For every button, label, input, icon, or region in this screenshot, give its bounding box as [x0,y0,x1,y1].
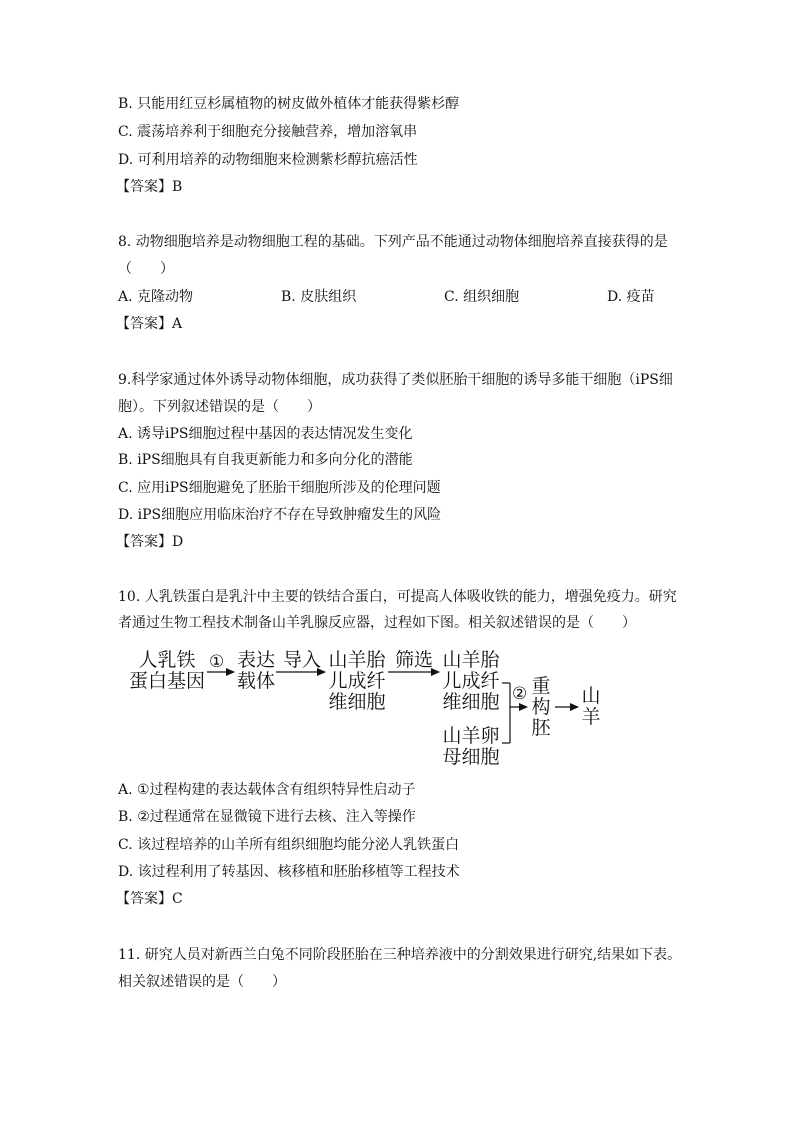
q8-option-d: D. 疫苗 [607,289,655,305]
q9-answer: 【答案】D [116,534,184,550]
node-vector-line2: 载体 [236,670,275,692]
q9-option-c: C. 应用iPS细胞避免了胚胎干细胞所涉及的伦理问题 [118,480,441,496]
node-selected-fibroblast-line2: 儿成纤 [442,670,500,692]
q7-answer: 【答案】B [116,179,183,195]
q10-stem-line1: 10. 人乳铁蛋白是乳汁中主要的铁结合蛋白，可提高人体吸收铁的能力，增强免疫力。研究 [118,589,677,605]
node-vector-line1: 表达 [236,649,275,671]
node-embryo-line1: 重 [531,675,551,697]
q7-option-b: B. 只能用红豆杉属植物的树皮做外植体才能获得紫杉醇 [118,96,460,112]
q8-option-a: A. 克隆动物 [118,289,194,305]
node-fibroblast-line2: 儿成纤 [328,670,386,692]
q9-stem-line1: 9.科学家通过体外诱导动物体细胞，成功获得了类似胚胎干细胞的诱导多能干细胞（iPS细 [118,372,673,388]
q9-option-d: D. iPS细胞应用临床治疗不存在导致肿瘤发生的风险 [118,507,442,523]
q9-option-a: A. 诱导iPS细胞过程中基因的表达情况发生变化 [118,426,413,442]
node-selected-fibroblast [441,650,501,713]
node-reconstructed-embryo [529,676,553,739]
node-selected-fibroblast-line1: 山羊胎 [442,649,500,671]
node-embryo-line3: 胚 [531,717,551,739]
node-fibroblast [327,650,387,713]
node-oocyte-line2: 母细胞 [442,746,500,768]
q8-stem: 8. 动物细胞培养是动物细胞工程的基础。下列产品不能通过动物体细胞培养直接获得的是 [118,234,668,250]
node-goat-line1: 山 [581,685,601,707]
q11-stem-line2: 相关叙述错误的是（ ） [118,974,286,990]
screen-label: 筛选 [395,649,434,671]
q10-answer: 【答案】C [116,891,183,907]
node-gene [128,650,206,692]
node-oocyte [441,726,501,768]
import-label: 导入 [283,649,322,671]
q10-option-b: B. ②过程通常在显微镜下进行去核、注入等操作 [118,809,416,825]
node-goat [580,686,602,728]
q10-option-d: D. 该过程利用了转基因、核移植和胚胎移植等工程技术 [118,864,460,880]
node-gene-line2: 蛋白基因 [128,670,205,692]
q9-option-b: B. iPS细胞具有自我更新能力和多向分化的潜能 [118,452,413,468]
q8-answer: 【答案】A [116,316,183,332]
q8-paren: （ ） [118,261,174,277]
q7-option-c: C. 震荡培养利于细胞充分接触营养，增加溶氧串 [118,124,418,140]
q8-option-c: C. 组织细胞 [444,289,520,305]
q10-option-c: C. 该过程培养的山羊所有组织细胞均能分泌人乳铁蛋白 [118,837,460,853]
node-selected-fibroblast-line3: 维细胞 [442,691,500,713]
q10-stem-line2: 者通过生物工程技术制备山羊乳腺反应器，过程如下图。相关叙述错误的是（ ） [118,615,636,631]
node-oocyte-line1: 山羊卵 [442,725,500,747]
node-fibroblast-line1: 山羊胎 [328,649,386,671]
node-fibroblast-line3: 维细胞 [328,691,386,713]
q9-stem-line2: 胞）。下列叙述错误的是（ ） [118,399,321,415]
node-embryo-line2: 构 [531,696,551,718]
q7-option-d: D. 可利用培养的动物细胞来检测紫杉醇抗癌活性 [118,152,418,168]
node-gene-line1: 人乳铁 [138,649,196,671]
q10-option-a: A. ①过程构建的表达载体含有组织特异性启动子 [118,782,416,798]
node-goat-line2: 羊 [581,706,601,728]
q8-option-b: B. 皮肤组织 [281,289,357,305]
step1-label: ① [209,652,225,672]
q11-stem-line1: 11. 研究人员对新西兰白兔不同阶段胚胎在三种培养液中的分割效果进行研究,结果如下表。 [118,947,682,963]
node-vector [236,650,276,692]
step2-label: ② [512,684,528,704]
